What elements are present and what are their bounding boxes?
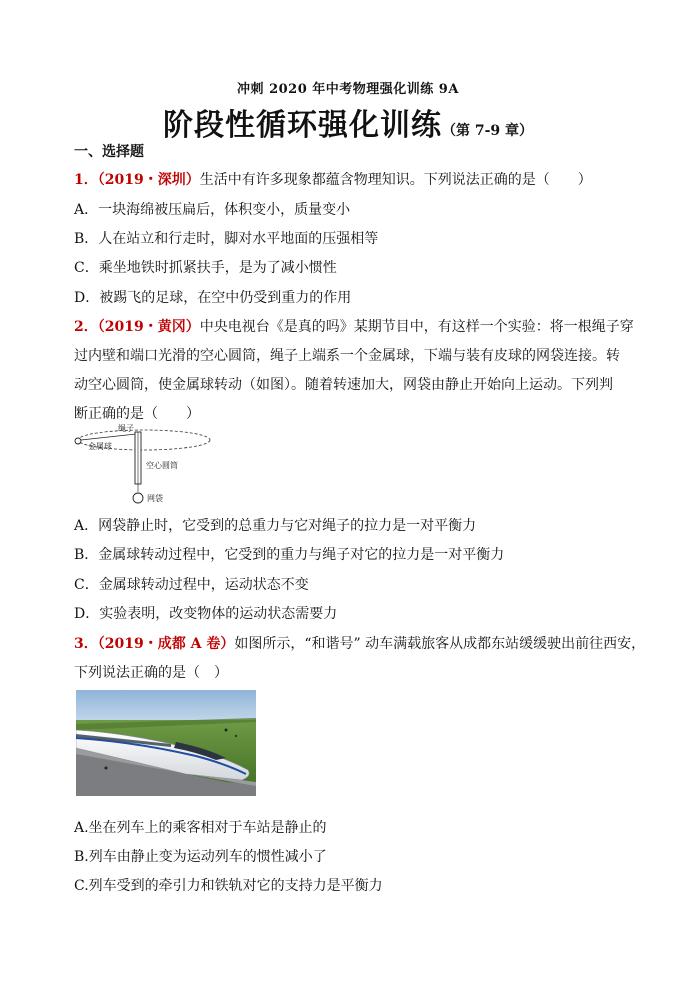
question-2-option-b: B．金属球转动过程中，它受到的重力与绳子对它的拉力是一对平衡力 (74, 547, 505, 563)
question-2-stem-line-2: 过内壁和端口光滑的空心圆筒，绳子上端系一个金属球，下端与装有皮球的网袋连接。转 (74, 348, 620, 364)
document-title (0, 100, 696, 144)
question-source: （2019・黄冈） (97, 319, 200, 335)
label-ball: 金属球 (88, 442, 112, 451)
metal-ball-icon (75, 438, 81, 444)
question-2-stem-line-4: 断正确的是（ ） (74, 406, 200, 422)
label-rope: 绳子 (118, 424, 134, 433)
question-1-option-a: A．一块海绵被压扁后，体积变小，质量变小 (74, 202, 351, 218)
question-number: 3． (74, 636, 98, 652)
section-title: 一、选择题 (74, 144, 144, 160)
question-1-option-d: D．被踢飞的足球，在空中仍受到重力的作用 (74, 290, 352, 306)
rope-line (81, 434, 136, 440)
question-3-stem-line-1 (74, 634, 646, 654)
question-1-stem (74, 170, 634, 190)
net-bag-icon (133, 493, 143, 503)
question-number: 2． (74, 319, 98, 335)
question-2-option-d: D．实验表明，改变物体的运动状态需要力 (74, 606, 338, 622)
question-3-stem-line-2: 下列说法正确的是（ ） (74, 665, 228, 681)
question-1-option-b: B．人在站立和行走时，脚对水平地面的压强相等 (74, 231, 379, 247)
rotating-tube-diagram (72, 420, 222, 510)
document-subtitle: 冲刺 2020 年中考物理强化训练 9A (237, 82, 459, 97)
question-2-option-a: A．网袋静止时，它受到的总重力与它对绳子的拉力是一对平衡力 (74, 518, 477, 534)
title-text: 阶段性循环强化训练 (162, 108, 442, 143)
question-text: 中央电视台《是真的吗》某期节目中，有这样一个实验：将一根绳子穿 (199, 319, 634, 335)
question-2-stem-line-3: 动空心圆筒，使金属球转动（如图）。随着转速加大，网袋由静止开始向上运动。下列判 (74, 377, 613, 393)
question-text: 如图所示，“和谐号” 动车满载旅客从成都东站缓缓驶出前往西安， (234, 636, 646, 652)
question-source: （2019・成都 A 卷） (97, 636, 235, 652)
question-2-stem-line-1 (74, 317, 634, 337)
question-3-option-c: C.列车受到的牵引力和铁轨对它的支持力是平衡力 (74, 878, 383, 894)
question-3-option-b: B.列车由静止变为运动列车的惯性减小了 (74, 849, 327, 865)
question-1-option-c: C．乘坐地铁时抓紧扶手，是为了减小惯性 (74, 260, 337, 276)
question-3-option-a: A.坐在列车上的乘客相对于车站是静止的 (74, 820, 327, 836)
question-source: （2019・深圳） (97, 172, 200, 188)
label-net: 网袋 (147, 494, 163, 503)
label-tube: 空心圆筒 (146, 461, 178, 470)
question-text: 生活中有许多现象都蕴含物理知识。下列说法正确的是（ ） (199, 172, 592, 188)
question-number: 1． (74, 172, 98, 188)
title-suffix: （第 7-9 章） (441, 123, 534, 139)
question-2-option-c: C．金属球转动过程中，运动状态不变 (74, 577, 309, 593)
train-photo (76, 690, 256, 796)
